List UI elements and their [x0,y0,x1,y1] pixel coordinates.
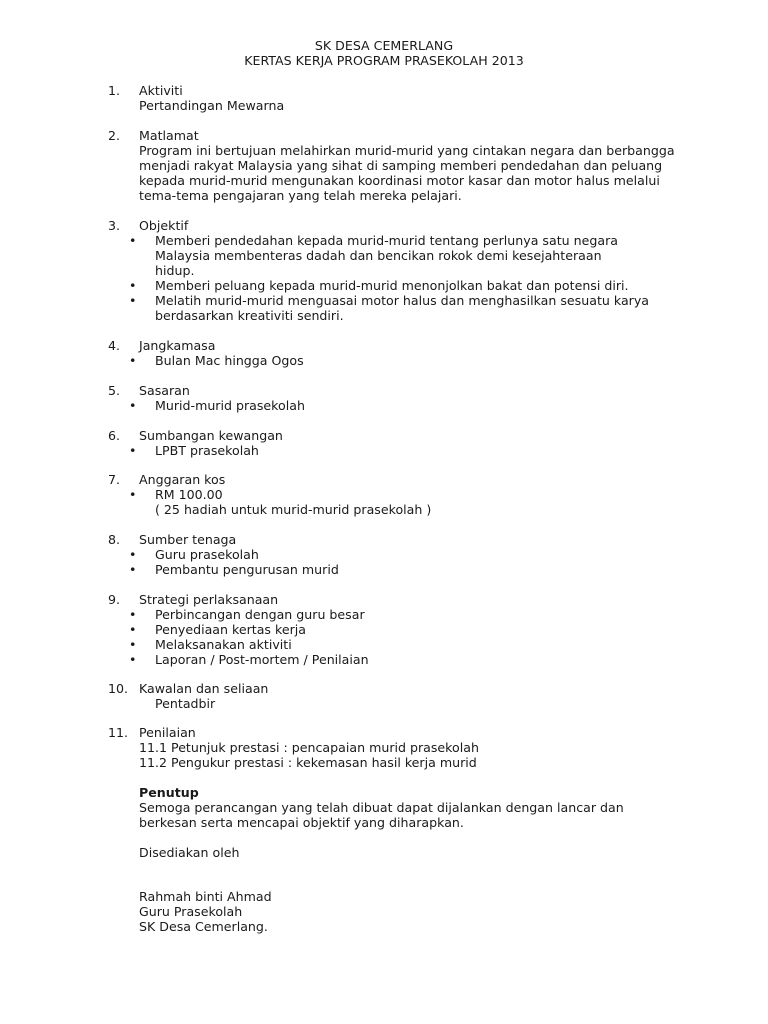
objective-list [108,233,708,323]
section-title: Aktiviti [139,83,183,98]
bullet-icon: • [129,278,137,293]
signatory-school: SK Desa Cemerlang. [139,919,268,934]
prepared-by [139,845,699,860]
closing-section [139,785,699,830]
bullet-icon: • [129,607,137,622]
list-item: • Penyediaan kertas kerja [129,622,306,637]
section-number: 10. [108,681,129,696]
section-number: 7. [108,472,121,487]
section-sasaran [108,383,708,413]
section-title: Strategi perlaksanaan [139,592,279,607]
list-item: • Melaksanakan aktiviti [129,637,292,652]
signatory-block [139,889,699,934]
section-jangkamasa [108,338,708,368]
bullet-icon: • [129,293,137,308]
section-number: 4. [108,338,121,353]
section-number: 1. [108,83,121,98]
bullet-icon: • [129,652,137,667]
section-number: 6. [108,428,121,443]
list-item: • Murid-murid prasekolah [129,398,305,413]
list-item: • Perbincangan dengan guru besar [129,607,365,622]
cost-note: ( 25 hadiah untuk murid-murid prasekolah ) [155,502,432,517]
section-title: Sumber tenaga [139,532,237,547]
section-title: Penilaian [139,725,196,740]
signatory-position: Guru Prasekolah [139,904,243,919]
section-text: Pentadbir [155,696,216,711]
bullet-icon: • [129,233,137,248]
list-item: • Pembantu pengurusan murid [129,562,339,577]
bullet-icon: • [129,622,137,637]
bullet-icon: • [129,562,137,577]
section-number: 2. [108,128,121,143]
section-title: Objektif [139,218,189,233]
bullet-icon: • [129,637,137,652]
section-objektif [108,218,708,323]
section-title: Sumbangan kewangan [139,428,283,443]
section-kawalan-dan-seliaan [108,681,708,711]
section-text: Pertandingan Mewarna [139,98,285,113]
bullet-icon: • [129,398,137,413]
section-sumbangan-kewangan [108,428,708,458]
list-item: • Memberi peluang kepada murid-murid menonjolkan bakat dan potensi diri. [129,278,629,293]
signatory-name: Rahmah binti Ahmad [139,889,272,904]
paragraph-line: tema-tema pengajaran yang telah mereka pelajari. [139,188,462,203]
section-matlamat [108,128,708,203]
section-aktiviti [108,83,708,113]
list-item: • Bulan Mac hingga Ogos [129,353,304,368]
document-header [0,38,768,68]
section-sumber-tenaga [108,532,708,577]
closing-line: berkesan serta mencapai objektif yang diharapkan. [139,815,464,830]
list-item: • LPBT prasekolah [129,443,259,458]
section-anggaran-kos [108,472,708,517]
list-item: • Memberi pendedahan kepada murid-murid tentang perlunya satu negara Malaysia membenteras dadah dan bencikan rokok demi kesejahteraan hidup. [129,233,618,278]
section-title: Anggaran kos [139,472,226,487]
prepared-by-label: Disediakan oleh [139,845,240,860]
section-title: Kawalan dan seliaan [139,681,269,696]
cost-amount: RM 100.00 [155,487,223,502]
section-penilaian [108,725,708,770]
evaluation-line: 11.2 Pengukur prestasi : kekemasan hasil kerja murid [139,755,477,770]
section-title: Matlamat [139,128,199,143]
list-item: • Laporan / Post-mortem / Penilaian [129,652,369,667]
document-title: KERTAS KERJA PROGRAM PRASEKOLAH 2013 [244,53,524,68]
evaluation-line: 11.1 Petunjuk prestasi : pencapaian murid prasekolah [139,740,479,755]
bullet-icon: • [129,353,137,368]
section-number: 8. [108,532,121,547]
section-title: Sasaran [139,383,190,398]
section-number: 5. [108,383,121,398]
list-item: • Melatih murid-murid menguasai motor halus dan menghasilkan sesuatu karya berdasarkan kreativiti sendiri. [129,293,650,323]
bullet-icon: • [129,443,137,458]
section-title: Jangkamasa [139,338,216,353]
bullet-icon: • [129,547,137,562]
paragraph-line: Program ini bertujuan melahirkan murid-murid yang cintakan negara dan berbangga [139,143,675,158]
section-strategi-perlaksanaan [108,592,708,667]
closing-line: Semoga perancangan yang telah dibuat dapat dijalankan dengan lancar dan [139,800,624,815]
paragraph-line: menjadi rakyat Malaysia yang sihat di samping memberi pendedahan dan peluang [139,158,663,173]
list-item: • Guru prasekolah [129,547,259,562]
section-number: 9. [108,592,121,607]
paragraph-line: kepada murid-murid mengunakan koordinasi motor kasar dan motor halus melalui [139,173,660,188]
section-number: 11. [108,725,129,740]
list-item [108,487,708,517]
section-number: 3. [108,218,121,233]
bullet-icon: • [129,487,137,502]
closing-heading: Penutup [139,785,199,800]
school-name: SK DESA CEMERLANG [314,38,454,53]
